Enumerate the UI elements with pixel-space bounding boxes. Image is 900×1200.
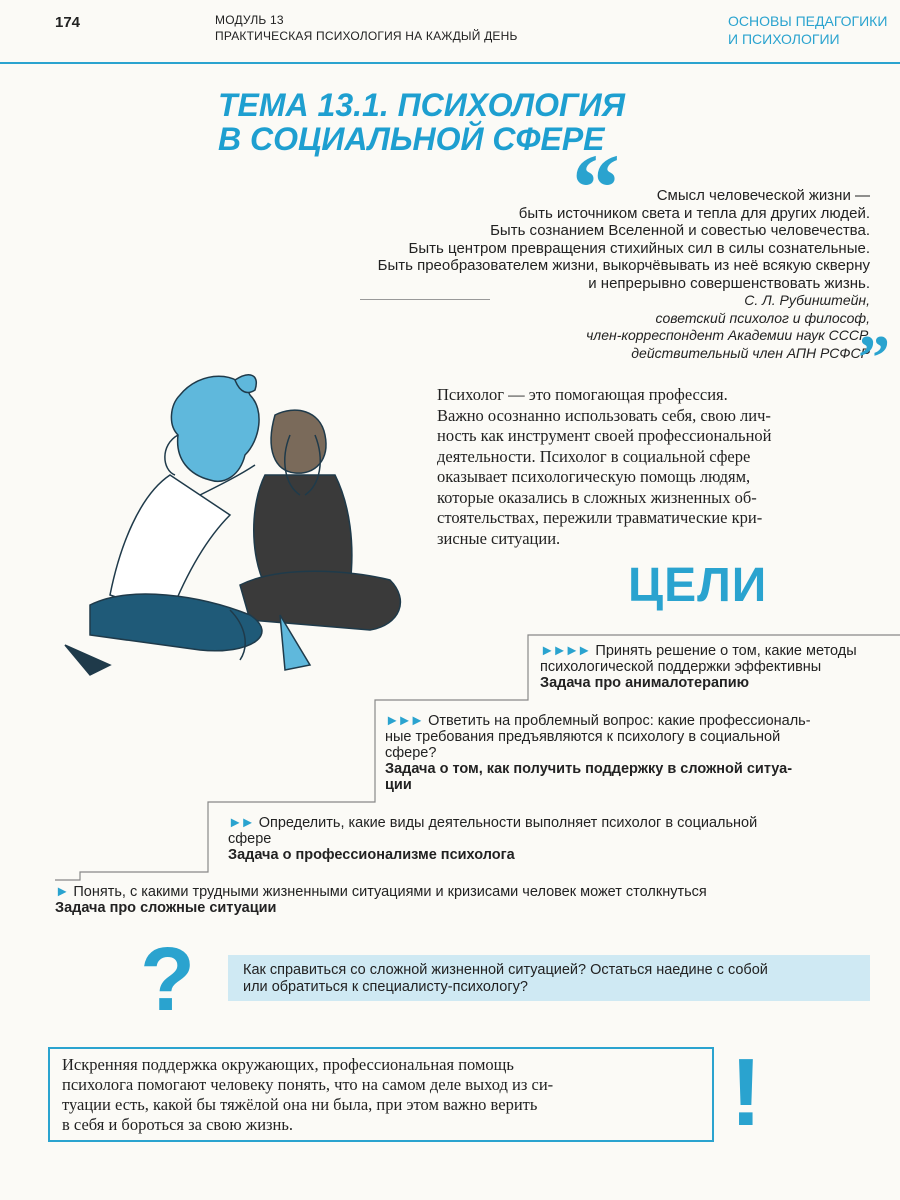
author-title: советский психолог и философ, xyxy=(655,309,870,326)
intro-line: Важно осознанно использовать себя, свою лич- xyxy=(437,405,771,425)
section-line-1: ОСНОВЫ ПЕДАГОГИКИ xyxy=(728,13,888,29)
goal-arrow-icon: ►►►► xyxy=(540,643,590,659)
goal-text-line: ные требования предъявляются к психологу в социальной xyxy=(385,729,781,745)
goal-task: ции xyxy=(385,777,412,793)
goal-text-line: ►►► Ответить на проблемный вопрос: какие профессиональ- xyxy=(385,713,811,729)
intro-line: оказывает психологическую помощь людям, xyxy=(437,467,751,486)
goal-text-line: сфере? xyxy=(385,745,437,761)
goal-text-line: сфере xyxy=(228,831,272,847)
page-number: 174 xyxy=(55,14,81,31)
intro-line: которые оказались в сложных жизненных об- xyxy=(437,487,757,507)
goal-task: Задача про анималотерапию xyxy=(540,675,750,691)
key-idea-line: в себя и бороться за свою жизнь. xyxy=(62,1115,294,1134)
intro-line: зисные ситуации. xyxy=(437,528,561,548)
open-quote-icon: “ xyxy=(572,134,620,241)
goals-title: ЦЕЛИ xyxy=(628,559,768,612)
topic-title-line-2: В СОЦИАЛЬНОЙ СФЕРЕ xyxy=(218,121,605,157)
intro-line: Психолог — это помогающая профессия. xyxy=(437,385,728,404)
quote-line: и непрерывно совершенствовать жизнь. xyxy=(588,274,870,292)
author-name: С. Л. Рубинштейн, xyxy=(744,292,870,308)
goal-item xyxy=(55,884,875,916)
quote-line: Быть сознанием Вселенной и совестью человечества. xyxy=(490,222,870,239)
module-label: МОДУЛЬ 13 xyxy=(215,13,284,27)
exclamation-icon: ! xyxy=(730,1039,762,1146)
intro-line: деятельности. Психолог в социальной сфере xyxy=(437,446,751,466)
author-title: член-корреспондент Академии наук СССР, xyxy=(586,327,870,343)
goal-text-line: ►► Определить, какие виды деятельности выполняет психолог в социальной xyxy=(228,815,758,831)
goal-item xyxy=(228,815,878,863)
question-line: Как справиться со сложной жизненной ситуацией? Остаться наедине с собой xyxy=(243,962,768,978)
key-idea-text xyxy=(62,1055,702,1135)
key-idea-line: психолога помогают человеку понять, что на самом деле выход из си- xyxy=(62,1075,554,1094)
quote-line: Смысл человеческой жизни — xyxy=(656,187,870,204)
module-title: ПРАКТИЧЕСКАЯ ПСИХОЛОГИЯ НА КАЖДЫЙ ДЕНЬ xyxy=(215,29,518,43)
quote-line: быть источником света и тепла для других людей. xyxy=(518,204,870,222)
goal-text-line: ►►►► Принять решение о том, какие методы xyxy=(540,643,857,659)
intro-line: стоятельствах, пережили травматические кри- xyxy=(437,508,763,527)
key-idea-line: туации есть, какой бы тяжёлой она ни была, при этом важно верить xyxy=(62,1095,538,1114)
goal-arrow-icon: ► xyxy=(55,884,68,900)
key-idea-line: Искренняя поддержка окружающих, профессиональная помощь xyxy=(62,1055,514,1074)
goal-text-line: психологической поддержки эффективны xyxy=(540,659,822,675)
author-title: действительный член АПН РСФСР xyxy=(631,344,870,361)
intro-line: ность как инструмент своей профессиональной xyxy=(437,426,772,445)
quote-line: Быть центром превращения стихийных сил в силы сознательные. xyxy=(408,239,870,257)
quote-line: Быть преобразователем жизни, выкорчёвывать из неё всякую скверну xyxy=(377,257,870,274)
goal-task: Задача про сложные ситуации xyxy=(55,900,277,916)
goal-task: Задача о том, как получить поддержку в сложной ситуа- xyxy=(385,761,793,777)
goal-item xyxy=(385,713,875,793)
goal-item xyxy=(540,643,880,691)
problem-question xyxy=(243,962,873,996)
question-mark-icon: ? xyxy=(140,930,195,1030)
section-line-2: И ПСИХОЛОГИИ xyxy=(728,31,840,47)
topic-title-line-1: ТЕМА 13.1. ПСИХОЛОГИЯ xyxy=(218,87,625,123)
goal-text-line: ► Понять, с какими трудными жизненными ситуациями и кризисами человек может столкнуться xyxy=(55,884,707,900)
question-line: или обратиться к специалисту-психологу? xyxy=(243,979,528,995)
goal-arrow-icon: ►► xyxy=(228,815,253,831)
goal-task: Задача о профессионализме психолога xyxy=(228,847,515,863)
close-quote-icon: ” xyxy=(858,322,890,393)
goal-arrow-icon: ►►► xyxy=(385,713,423,729)
